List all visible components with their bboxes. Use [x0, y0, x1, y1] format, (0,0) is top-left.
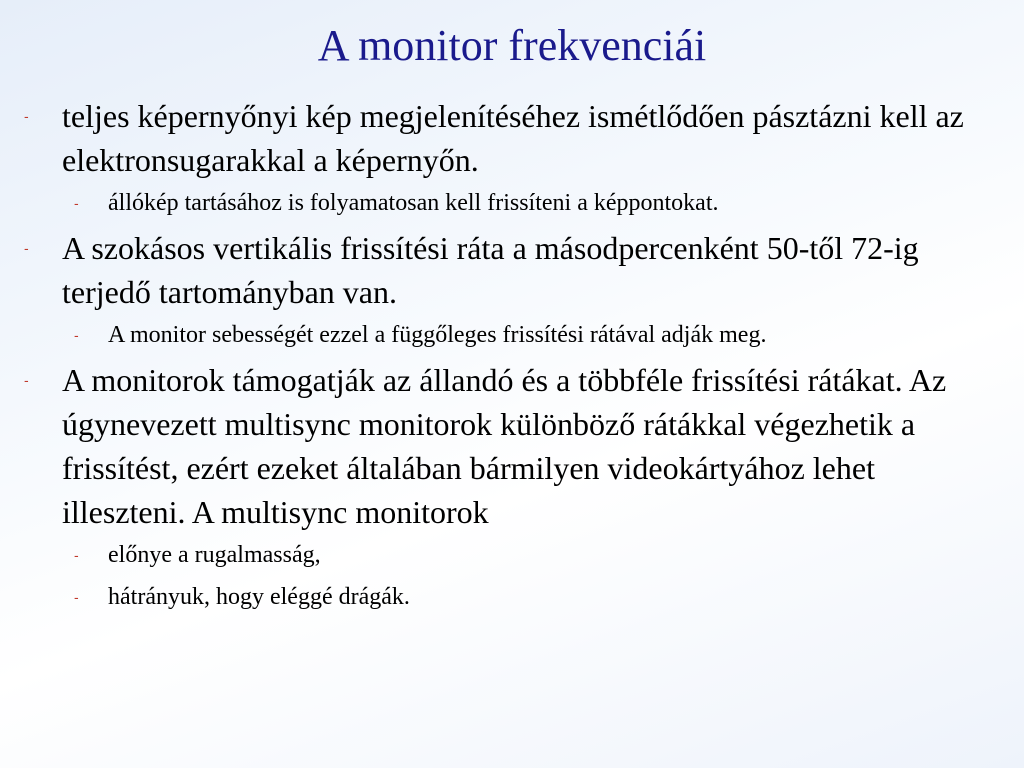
sub-list-item [0, 316, 1024, 354]
dash-bullet-icon: - [74, 547, 79, 563]
slide-title: A monitor frekvenciái [317, 21, 707, 70]
sub-list-item-text: előnye a rugalmasság, [108, 542, 321, 568]
dash-bullet-icon: - [74, 589, 79, 605]
dash-bullet-icon: - [24, 240, 29, 256]
list-item-text: A szokásos vertikális frissítési ráta a másodpercenként 50-től 72-ig terjedő tartományban van. [62, 230, 919, 310]
sub-list-item-text: állókép tartásához is folyamatosan kell frissíteni a képpontokat. [108, 190, 719, 216]
dash-bullet-icon: - [74, 195, 79, 211]
sub-list-item [0, 578, 1024, 616]
sub-list-item-text: hátrányuk, hogy eléggé drágák. [108, 584, 410, 610]
list-item-text: A monitorok támogatják az állandó és a többféle frissítési rátákat. Az úgynevezett multisync monitorok különböző rátákkal végezhetik a frissítést, ezért ezeket általában bármilyen videokártyához lehet illeszteni. A multisync monitorok [62, 362, 947, 530]
list-item-text: teljes képernyőnyi kép megjelenítéséhez ismétlődően pásztázni kell az elektronsugarakkal a képernyőn. [62, 98, 964, 178]
dash-bullet-icon: - [74, 327, 79, 343]
dash-bullet-icon: - [24, 372, 29, 388]
list-item [0, 226, 1024, 314]
list-item [0, 358, 1024, 534]
bullet-list [0, 94, 1024, 620]
sub-list-item-text: A monitor sebességét ezzel a függőleges frissítési rátával adják meg. [108, 322, 767, 348]
sub-list-item [0, 184, 1024, 222]
sub-list-item [0, 536, 1024, 574]
list-item [0, 94, 1024, 182]
dash-bullet-icon: - [24, 108, 29, 124]
